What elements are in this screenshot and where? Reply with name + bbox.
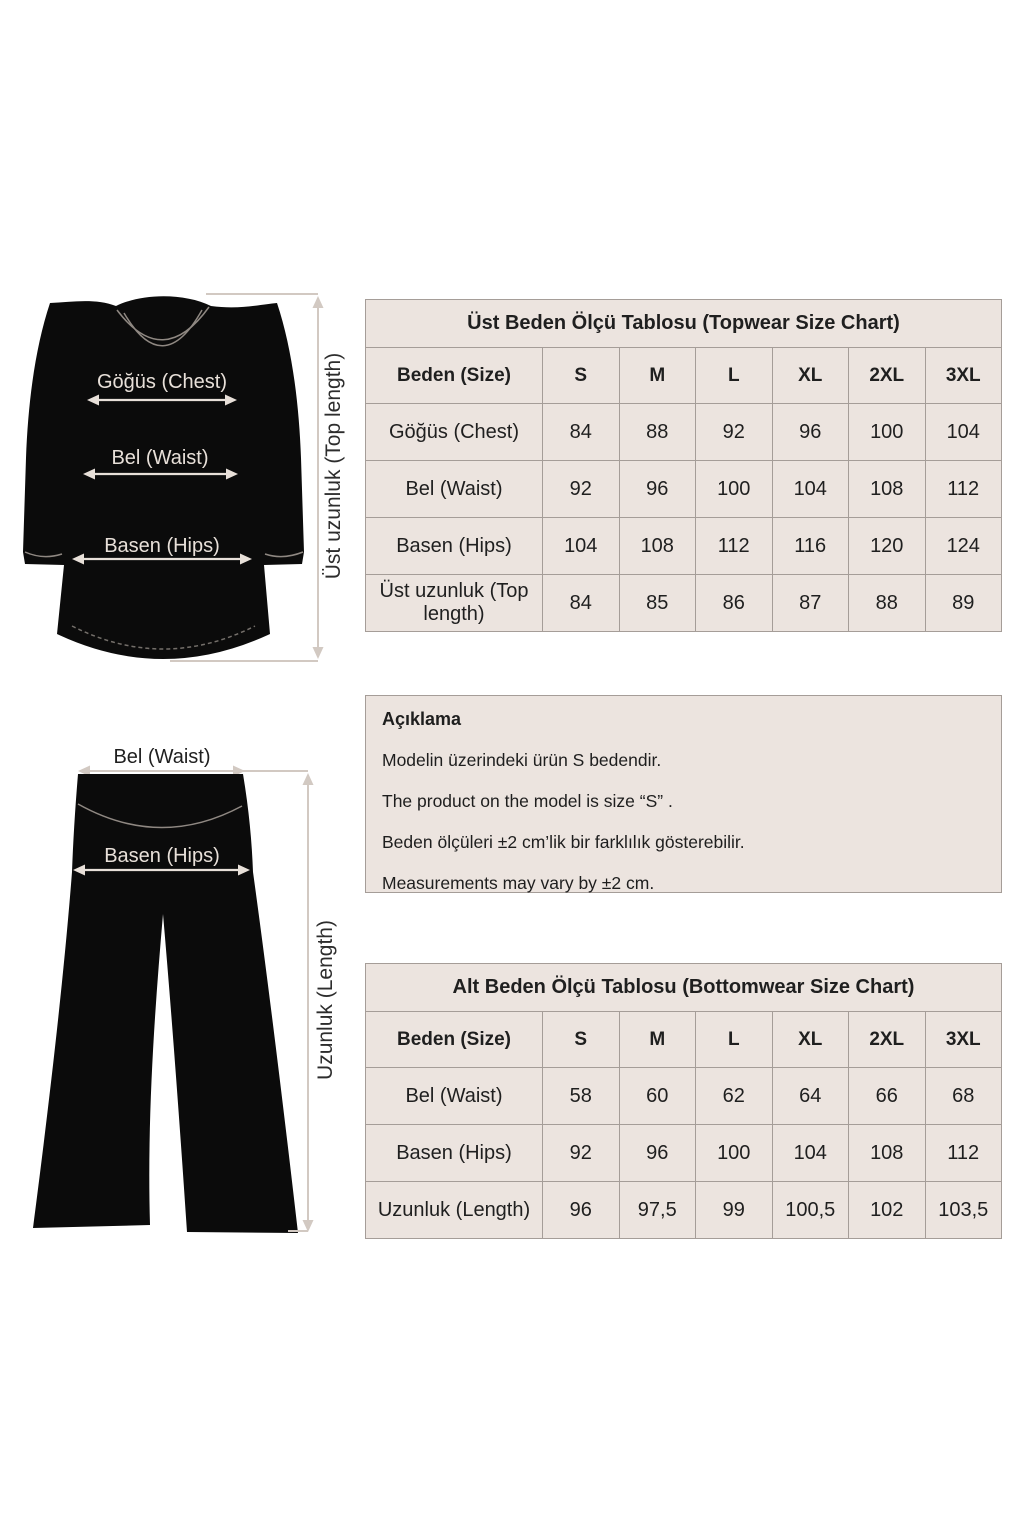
- size-value-cell: 104: [925, 404, 1002, 461]
- size-value-cell: 92: [696, 404, 773, 461]
- size-header-cell: L: [696, 348, 773, 404]
- table-row: [366, 1068, 1002, 1125]
- size-header-cell: Beden (Size): [366, 348, 543, 404]
- hips-label: Basen (Hips): [104, 535, 220, 557]
- size-value-cell: 62: [696, 1068, 773, 1125]
- measurement-label-cell: Basen (Hips): [366, 1125, 543, 1182]
- size-value-cell: 112: [925, 461, 1002, 518]
- bottomwear-diagram: [20, 736, 355, 1243]
- size-header-cell: S: [543, 348, 620, 404]
- size-header-cell: L: [696, 1012, 773, 1068]
- size-value-cell: 68: [925, 1068, 1002, 1125]
- size-value-cell: 100,5: [772, 1182, 849, 1239]
- size-header-cell: XL: [772, 1012, 849, 1068]
- size-value-cell: 89: [925, 575, 1002, 632]
- size-value-cell: 60: [619, 1068, 696, 1125]
- size-value-cell: 84: [543, 575, 620, 632]
- size-value-cell: 86: [696, 575, 773, 632]
- pants-hips-label: Basen (Hips): [104, 845, 220, 867]
- table-row: [366, 518, 1002, 575]
- size-header-cell: M: [619, 348, 696, 404]
- size-value-cell: 96: [619, 461, 696, 518]
- size-value-cell: 124: [925, 518, 1002, 575]
- size-value-cell: 84: [543, 404, 620, 461]
- note-box: [365, 695, 1002, 893]
- table-title: Alt Beden Ölçü Tablosu (Bottomwear Size Chart): [366, 964, 1002, 1012]
- top-length-up-arrow: [313, 296, 324, 308]
- table-header-row: [366, 348, 1002, 404]
- size-header-cell: S: [543, 1012, 620, 1068]
- size-value-cell: 96: [619, 1125, 696, 1182]
- size-value-cell: 100: [849, 404, 926, 461]
- note-line: Beden ölçüleri ±2 cm’lik bir farklılık gösterebilir.: [382, 832, 745, 852]
- size-value-cell: 112: [696, 518, 773, 575]
- top-length-down-arrow: [313, 647, 324, 659]
- table-title-row: [366, 300, 1002, 348]
- note-line: Measurements may vary by ±2 cm.: [382, 873, 655, 893]
- size-value-cell: 120: [849, 518, 926, 575]
- chest-label: Göğüs (Chest): [96, 371, 228, 393]
- measurement-label-cell: Basen (Hips): [366, 518, 543, 575]
- size-value-cell: 112: [925, 1125, 1002, 1182]
- size-header-cell: 3XL: [925, 348, 1002, 404]
- waist-label: Bel (Waist): [111, 447, 209, 469]
- table-row: [366, 1125, 1002, 1182]
- size-value-cell: 88: [849, 575, 926, 632]
- size-header-cell: 3XL: [925, 1012, 1002, 1068]
- table-header-row: [366, 1012, 1002, 1068]
- table-title-row: [366, 964, 1002, 1012]
- table-row: [366, 461, 1002, 518]
- measurement-label-cell: Üst uzunluk (Top length): [366, 575, 543, 632]
- size-value-cell: 66: [849, 1068, 926, 1125]
- topwear-diagram: [20, 288, 365, 670]
- size-value-cell: 64: [772, 1068, 849, 1125]
- size-value-cell: 96: [772, 404, 849, 461]
- table-row: [366, 575, 1002, 632]
- pants-illustration: [33, 774, 298, 1233]
- size-value-cell: 116: [772, 518, 849, 575]
- size-value-cell: 87: [772, 575, 849, 632]
- size-value-cell: 92: [543, 1125, 620, 1182]
- measurement-label-cell: Bel (Waist): [366, 461, 543, 518]
- measurement-label-cell: Uzunluk (Length): [366, 1182, 543, 1239]
- size-value-cell: 104: [772, 1125, 849, 1182]
- size-value-cell: 88: [619, 404, 696, 461]
- measurement-label-cell: Göğüs (Chest): [366, 404, 543, 461]
- size-value-cell: 108: [849, 461, 926, 518]
- pants-waist-label: Bel (Waist): [113, 746, 211, 768]
- table-row: [366, 404, 1002, 461]
- tunic-illustration: [23, 296, 304, 659]
- size-header-cell: M: [619, 1012, 696, 1068]
- size-value-cell: 108: [849, 1125, 926, 1182]
- size-value-cell: 103,5: [925, 1182, 1002, 1239]
- size-value-cell: 100: [696, 461, 773, 518]
- size-value-cell: 97,5: [619, 1182, 696, 1239]
- size-header-cell: Beden (Size): [366, 1012, 543, 1068]
- size-value-cell: 99: [696, 1182, 773, 1239]
- bottomwear-size-table: [365, 963, 1002, 1239]
- size-value-cell: 102: [849, 1182, 926, 1239]
- note-line: The product on the model is size “S” .: [382, 791, 673, 811]
- size-value-cell: 104: [772, 461, 849, 518]
- size-value-cell: 92: [543, 461, 620, 518]
- size-value-cell: 85: [619, 575, 696, 632]
- table-title: Üst Beden Ölçü Tablosu (Topwear Size Chart): [366, 300, 1002, 348]
- length-up-arrow: [303, 773, 314, 785]
- size-header-cell: 2XL: [849, 348, 926, 404]
- top-length-label: Üst uzunluk (Top length): [322, 352, 345, 580]
- size-header-cell: XL: [772, 348, 849, 404]
- size-value-cell: 100: [696, 1125, 773, 1182]
- measurement-label-cell: Bel (Waist): [366, 1068, 543, 1125]
- size-value-cell: 104: [543, 518, 620, 575]
- length-label: Uzunluk (Length): [314, 920, 337, 1080]
- size-value-cell: 58: [543, 1068, 620, 1125]
- note-title: Açıklama: [382, 709, 462, 729]
- table-row: [366, 1182, 1002, 1239]
- size-value-cell: 108: [619, 518, 696, 575]
- topwear-size-table: [365, 299, 1002, 632]
- note-line: Modelin üzerindeki ürün S bedendir.: [382, 750, 662, 770]
- size-header-cell: 2XL: [849, 1012, 926, 1068]
- size-value-cell: 96: [543, 1182, 620, 1239]
